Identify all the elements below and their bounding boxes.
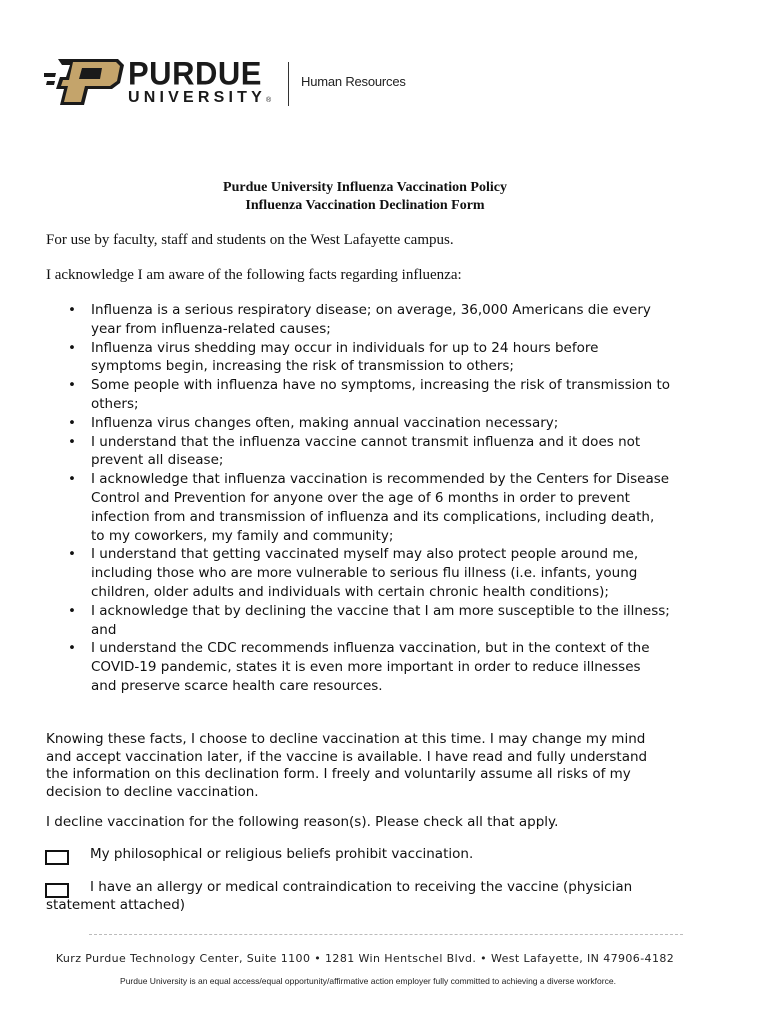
reasons-prompt: I decline vaccination for the following reason(s). Please check all that apply. — [46, 814, 559, 830]
medical-reason-line: statement attached) — [46, 896, 186, 913]
list-item — [68, 339, 698, 377]
statement-line: decision to decline vaccination. — [46, 783, 259, 800]
form-title — [0, 179, 730, 215]
fact-line: I understand that getting vaccinated myself may also protect people around me, — [91, 546, 639, 563]
footer-address: Kurz Purdue Technology Center, Suite 1100 • 1281 Win Hentschel Blvd. • West Lafayette, IN 47906-4182 — [55, 952, 675, 965]
fact-line: I understand the CDC recommends influenza vaccination, but in the context of the — [91, 640, 650, 657]
fact-line: children, older adults and individuals with certain chronic health conditions); — [91, 583, 609, 600]
statement-line: and accept vaccination later, if the vaccine is available. I have read and fully understand — [46, 748, 648, 765]
bullet-icon: • — [68, 546, 76, 563]
footer-divider — [89, 934, 683, 935]
fact-line: Influenza virus shedding may occur in individuals for up to 24 hours before — [91, 339, 599, 356]
logo-purdue-text: PURDUE — [128, 55, 262, 92]
statement-line: the information on this declination form. I freely and voluntarily assume all risks of my — [46, 766, 631, 782]
logo-divider — [288, 62, 289, 106]
statement-line: Knowing these facts, I choose to decline vaccination at this time. I may change my mind — [46, 731, 646, 747]
fact-line: others; — [91, 395, 139, 412]
fact-line: and — [91, 621, 117, 638]
bullet-icon: • — [68, 414, 76, 431]
fact-line: I understand that the influenza vaccine cannot transmit influenza and it does not — [91, 433, 641, 450]
footer-eeo-statement: Purdue University is an equal access/equal opportunity/affirmative action employer fully committed to achieving a diverse workforce. — [120, 976, 616, 986]
bullet-icon: • — [68, 377, 76, 394]
purdue-p-motion-icon — [44, 59, 124, 105]
fact-line: infection from and transmission of influenza and its complications, including death, — [91, 508, 655, 525]
facts-list — [68, 301, 698, 696]
logo-university-text — [128, 90, 271, 106]
medical-reason-line: I have an allergy or medical contraindication to receiving the vaccine (physician — [90, 879, 633, 895]
fact-line: I acknowledge that by declining the vaccine that I am more susceptible to the illness; — [91, 602, 670, 619]
logo-university-label: UNIVERSITY — [128, 89, 267, 106]
list-item — [68, 301, 698, 339]
list-item — [68, 414, 698, 433]
list-item — [68, 376, 698, 414]
list-item — [68, 433, 698, 471]
bullet-icon: • — [68, 471, 76, 488]
fact-line: Control and Prevention for anyone over the age of 6 months in order to prevent — [91, 489, 630, 506]
purdue-hr-logo — [44, 55, 406, 106]
bullet-icon: • — [68, 339, 76, 356]
department-name: Human Resources — [301, 74, 406, 89]
bullet-icon: • — [68, 602, 76, 619]
policy-title: Purdue University Influenza Vaccination Policy — [223, 180, 507, 195]
fact-line: I acknowledge that influenza vaccination is recommended by the Centers for Disease — [91, 471, 670, 488]
fact-line: Some people with influenza have no symptoms, increasing the risk of transmission to — [91, 377, 671, 394]
fact-line: prevent all disease; — [91, 452, 224, 469]
bullet-icon: • — [68, 640, 76, 657]
bullet-icon: • — [68, 302, 76, 318]
philosophical-reason-label: My philosophical or religious beliefs prohibit vaccination. — [90, 846, 474, 862]
philosophical-reason-checkbox[interactable] — [45, 850, 69, 865]
bullet-icon: • — [68, 433, 76, 450]
fact-line: Influenza virus changes often, making annual vaccination necessary; — [91, 414, 559, 431]
fact-line: and preserve scarce health care resources. — [91, 677, 383, 694]
list-item — [68, 470, 698, 545]
list-item — [68, 602, 698, 640]
registered-mark: ® — [266, 97, 272, 104]
list-item — [68, 545, 698, 601]
medical-reason-label — [46, 879, 686, 914]
fact-line: Influenza is a serious respiratory disease; on average, 36,000 Americans die every — [91, 302, 651, 318]
acknowledge-lead: I acknowledge I am aware of the following facts regarding influenza: — [46, 267, 462, 283]
logo-wordmark — [128, 55, 272, 106]
intro-text: For use by faculty, staff and students on the West Lafayette campus. — [46, 232, 454, 248]
fact-line: including those who are more vulnerable to serious flu illness (i.e. infants, young — [91, 565, 638, 582]
fact-line: COVID-19 pandemic, states it is even more important in order to reduce illnesses — [91, 659, 641, 676]
list-item — [68, 639, 698, 695]
decline-statement — [46, 731, 686, 801]
fact-line: to my coworkers, my family and community; — [91, 527, 394, 544]
form-subtitle: Influenza Vaccination Declination Form — [245, 198, 485, 213]
fact-line: symptoms begin, increasing the risk of transmission to others; — [91, 358, 514, 375]
fact-line: year from influenza-related causes; — [91, 320, 331, 337]
